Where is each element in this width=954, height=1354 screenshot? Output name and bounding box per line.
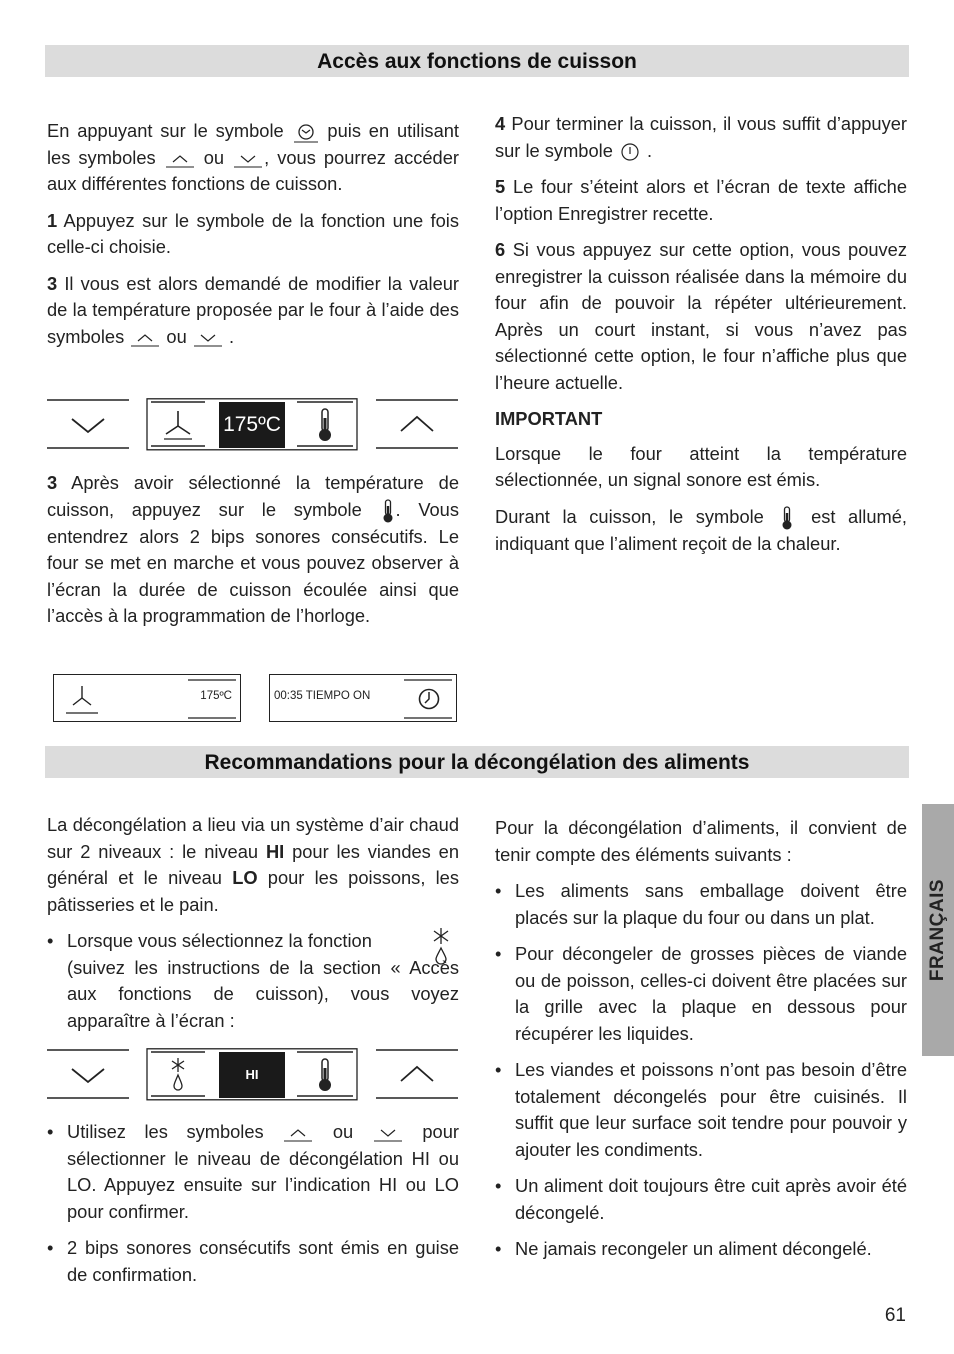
language-label: FRANÇAIS <box>927 878 948 982</box>
temperature-display[interactable]: 175ºC <box>219 402 285 448</box>
step-6-number: 6 <box>495 239 506 260</box>
arrow-down-icon <box>192 328 224 348</box>
step-3b <box>47 470 459 630</box>
step-3a <box>47 271 459 351</box>
section-title-cooking-functions: Accès aux fonctions de cuisson <box>45 45 909 77</box>
defrost-intro-a: La décongélation a lieu via un système d’air chaud sur 2 niveaux : le niveau <box>47 814 459 862</box>
list-item: • 2 bips sonores consécutifs sont émis en guise de confirmation. <box>47 1235 459 1288</box>
section2-right-column <box>495 815 907 1273</box>
defrost-intro <box>47 812 459 918</box>
bullet-2-text-b: pour sélectionner le niveau de décongélation HI ou LO. Appuyez ensuite sur l’indication HI ou LO pour confirmer. <box>67 1121 459 1222</box>
function-knob-icon <box>292 120 320 144</box>
important-text-2a: Durant la cuisson, le symbole <box>495 505 764 527</box>
list-item: • Les viandes et poissons n’ont pas besoin d’être totalement décongelés pour être cuisinés. Il suffit que leur surface soit tendre pour pouvoir y ajouter les condiments. <box>495 1057 907 1163</box>
clock-icon <box>404 679 452 719</box>
important-heading: IMPORTANT <box>495 408 603 429</box>
arrow-down-icon <box>232 149 264 169</box>
section1-left-column <box>47 118 459 360</box>
defrost-steps-list-b <box>47 1119 459 1288</box>
intro-text-a: En appuyant sur le symbole <box>47 120 284 141</box>
step-1-text: Appuyez sur le symbole de la fonction une fois celle-ci choisie. <box>47 209 459 257</box>
up-button[interactable] <box>398 410 436 438</box>
language-side-tab <box>922 804 954 1056</box>
important-text-2b: est allumé, indiquant que l’aliment reçoit de la chaleur. <box>495 505 907 554</box>
lcd-temperature: 175ºC <box>200 690 232 702</box>
intro-text-d: , vous pourrez accéder aux différentes fonctions de cuisson. <box>47 146 459 194</box>
defrost-tips-list <box>495 878 907 1263</box>
defrost-intro-b: pour les viandes en général et le niveau <box>47 840 459 888</box>
list-item: • Un aliment doit toujours être cuit après avoir été décongelé. <box>495 1173 907 1226</box>
thermometer-icon <box>776 505 798 531</box>
right-intro: Pour la décongélation d’aliments, il convient de tenir compte des éléments suivants : <box>495 817 907 865</box>
step-4-end: . <box>647 139 653 161</box>
defrost-icon <box>429 926 453 966</box>
list-item: • Ne jamais recongeler un aliment décongelé. <box>495 1236 907 1263</box>
list-item <box>47 1119 459 1225</box>
important-label <box>495 406 907 433</box>
step-4 <box>495 111 907 164</box>
step-3b-block <box>47 470 459 640</box>
step-1-number: 1 <box>47 209 58 231</box>
section1-right-column <box>495 111 907 567</box>
important-text-2 <box>495 504 907 558</box>
thermometer-icon <box>380 498 396 524</box>
step-5 <box>495 174 907 227</box>
lo-level: LO <box>232 867 258 888</box>
control-panel-defrost <box>47 1048 459 1102</box>
list-item: • Pour décongeler de grosses pièces de viande ou de poisson, celles-ci doivent être placées sur la grille avec la plaque en dessous pour récupérer les liquides. <box>495 941 907 1047</box>
intro-paragraph <box>47 118 459 198</box>
step-6-text: Si vous appuyez sur cette option, vous pouvez enregistrer la cuisson réalisée dans la mémoire du four afin de pouvoir la répéter ultérieurement. Après un court instant, si vous n’avez pas sélectionné cette option, le four n’affiche plus que l’heure actuelle. <box>495 239 907 393</box>
intro-or: ou <box>203 146 225 168</box>
fan-function-icon <box>62 681 102 717</box>
important-text-1: Lorsque le four atteint la température sélectionnée, un signal sonore est émis. <box>495 442 907 490</box>
down-button[interactable] <box>69 410 107 438</box>
section2-left-column-b <box>47 1119 459 1298</box>
defrost-icon[interactable] <box>166 1056 190 1094</box>
step-3a-number: 3 <box>47 272 58 294</box>
step-6 <box>495 237 907 396</box>
section2-left-column <box>47 812 459 1044</box>
bullet-1-text-a: Lorsque vous sélectionnez la fonction <box>67 930 372 951</box>
arrow-down-icon <box>372 1123 404 1143</box>
step-3a-end: . <box>228 325 235 347</box>
list-item <box>47 928 459 1034</box>
intro-text-b: puis en utilisant les symboles <box>47 120 459 168</box>
bullet-1-text-b: (suivez les instructions de la section « Accès aux fonctions de cuisson), vous voyez apparaître à l’écran : <box>67 956 459 1031</box>
control-panel-temperature <box>47 398 459 452</box>
step-3b-text-a: Après avoir sélectionné la température de cuisson, appuyez sur le symbole <box>47 472 459 520</box>
arrow-up-icon <box>164 149 196 169</box>
list-item: • Les aliments sans emballage doivent être placés sur la plaque du four ou dans un plat. <box>495 878 907 931</box>
lcd-timer-text: 00:35 TIEMPO ON <box>274 690 371 702</box>
section-title-defrosting: Recommandations pour la décongélation des aliments <box>45 746 909 778</box>
step-5-text: Le four s’éteint alors et l’écran de texte affiche l’option Enregistrer recette. <box>495 176 907 224</box>
hi-level: HI <box>265 840 285 862</box>
bullet-2-text-a: Utilisez les symboles <box>67 1121 264 1142</box>
arrow-up-icon <box>129 328 161 348</box>
page-number: 61 <box>884 1305 906 1326</box>
lcd-timer-screen <box>269 674 457 722</box>
step-1 <box>47 208 459 261</box>
fan-function-icon[interactable] <box>161 406 195 442</box>
bullet-2-or: ou <box>332 1121 354 1142</box>
lcd-cooking-screen <box>53 674 241 722</box>
thermometer-icon[interactable] <box>314 1056 336 1094</box>
thermometer-icon[interactable] <box>314 406 336 444</box>
arrow-up-icon <box>282 1123 314 1143</box>
defrost-steps-list-a <box>47 928 459 1034</box>
step-3a-or: ou <box>166 325 187 347</box>
down-button[interactable] <box>69 1060 107 1088</box>
defrost-intro-c: pour les poissons, les pâtisseries et le pain. <box>47 867 459 915</box>
step-4-number: 4 <box>495 113 506 134</box>
defrost-level-display[interactable]: HI <box>219 1052 285 1098</box>
step-4-text: Pour terminer la cuisson, il vous suffit d’appuyer sur le symbole <box>495 113 907 161</box>
step-3a-text: Il vous est alors demandé de modifier la valeur de la température proposée par le four à l’aide des symboles <box>47 272 459 347</box>
step-5-number: 5 <box>495 176 506 197</box>
step-3b-number: 3 <box>47 472 58 493</box>
power-icon <box>618 141 642 163</box>
up-button[interactable] <box>398 1060 436 1088</box>
step-3b-text-b: . Vous entendrez alors 2 bips sonores consécutifs. Le four se met en marche et vous pouvez observer à l’écran la durée de cuisson écoulée ainsi que l’accès à la programmation de l’horloge. <box>47 498 459 627</box>
